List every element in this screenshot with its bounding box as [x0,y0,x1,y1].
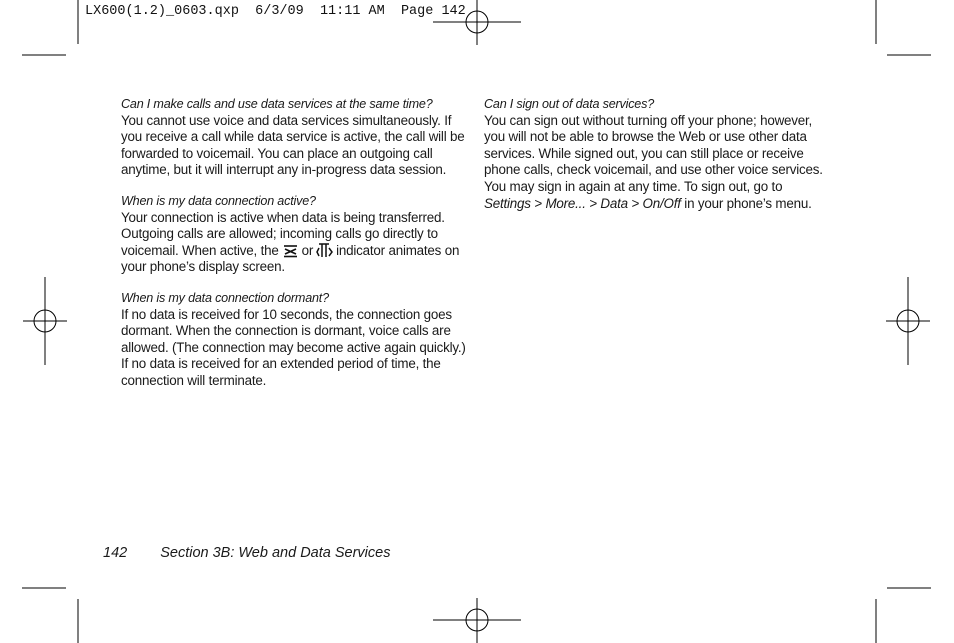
faq-answer [484,113,824,213]
faq-question: When is my data connection active? [121,193,316,208]
registration-mark-right [886,277,930,365]
faq-answer [121,210,466,276]
registration-mark-left [23,277,67,365]
print-slug: LX600(1.2)_0603.qxp 6/3/09 11:11 AM Page 142 [85,4,466,19]
answer-text-start: Your connection is active when data is being transferred. Outgoing calls are allowed; incoming calls go directly to voicemail. When active, the [121,209,445,258]
faq-answer: You cannot use voice and data services simultaneously. If you receive a call while data service is active, the call will be forwarded to voicemail. You can place an outgoing call anytime, but it will interrupt any in-progress data session. [121,112,465,178]
menu-path: Settings > More... > Data > On/Off [484,195,681,211]
right-column [484,96,824,226]
faq-question: Can I sign out of data services? [484,97,655,111]
answer-text-or: or [301,242,314,258]
left-column [121,96,466,404]
registration-mark-bottom [433,598,521,643]
page-footer [103,545,390,561]
faq-question: Can I make calls and use data services at the same time? [121,97,433,111]
answer-text-start: You can sign out without turning off your phone; however, you will not be able to browse the Web or use other data services. While signed out, you can still place or receive phone calls, check voicemail, and use other voice services. You may sign in again at any time. To sign out, go to [484,112,823,194]
faq-question: When is my data connection dormant? [121,290,329,305]
section-title: Section 3B: Web and Data Services [160,545,391,561]
page-number: 142 [103,545,128,561]
answer-text-end: in your phone’s menu. [684,195,812,211]
data-active-evdo-icon [316,243,333,258]
registration-mark-top [433,0,521,45]
data-active-1x-icon [282,243,299,258]
faq-answer: If no data is received for 10 seconds, the connection goes dormant. When the connection is dormant, voice calls are allowed. (The connection may become active again quickly.) If no data is received for an extended period of time, the connection will terminate. [121,306,466,388]
answer-text-end: indicator animates on your phone’s display screen. [121,242,460,275]
